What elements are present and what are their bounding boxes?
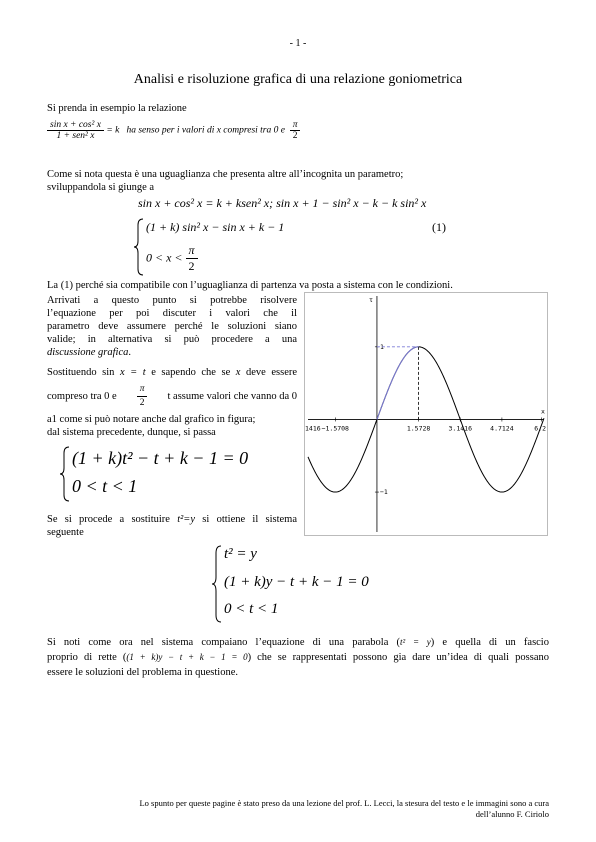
y-axis-label: τ	[368, 296, 373, 304]
relation-pi-fraction	[290, 120, 301, 141]
relation-fraction	[47, 120, 104, 141]
x-tick-label: 4.7124	[490, 424, 514, 433]
paragraph-4	[47, 366, 297, 439]
paragraph-1-line-1: Come si nota questa è una uguaglianza che presenta altre all’incognita un parametro;	[47, 169, 404, 180]
p4-d: x	[235, 367, 241, 378]
paragraph-4-line-4: dal sistema precedente, dunque, si passa	[47, 427, 216, 438]
system-1-eq-2-left: 0 < x <	[146, 250, 183, 265]
paragraph-5-line-1	[47, 513, 297, 526]
paragraph-5	[47, 513, 297, 539]
x-tick-label: 3.1416	[448, 424, 472, 433]
relation-rhs: = k	[106, 125, 120, 136]
p6-l2b: (1 + k)y − t + k − 1 = 0	[126, 652, 248, 662]
footer-line-2: dell’alunno F. Ciriolo	[475, 809, 549, 819]
x-tick-label: 1416	[305, 424, 321, 433]
page-title: Analisi e risoluzione grafica di una relazione goniometrica	[133, 72, 463, 87]
paragraph-3-line-3: parametro deve assumere perché le soluzioni siano	[47, 321, 297, 332]
p4-g: t assume valori che vanno da 0	[167, 391, 297, 402]
system-2-brace	[60, 445, 70, 503]
paragraph-3-line-1: Arrivati a questo punto si potrebbe risolvere	[47, 295, 297, 306]
page-number: - 1 -	[289, 38, 307, 49]
sine-graph	[304, 292, 548, 536]
system-1-pi-fraction	[186, 243, 198, 274]
paragraph-1	[47, 168, 549, 194]
x-axis-label: x	[541, 407, 545, 416]
p6-l1c: ) e quella di un fascio	[430, 637, 549, 648]
pi-denominator: 2	[188, 259, 195, 273]
paragraph-4-line-2	[47, 383, 297, 410]
relation-numerator: sin x + cos² x	[47, 120, 104, 131]
graph-frame	[305, 293, 548, 536]
system-3-brace	[212, 544, 222, 624]
system-1-eq-2	[146, 243, 198, 274]
footer	[47, 798, 549, 820]
p6-l2a: proprio di rette (	[47, 652, 127, 663]
x-tick-label: −1.5708	[321, 424, 349, 433]
system-2-eq-2: 0 < t < 1	[72, 476, 138, 496]
system-2	[60, 445, 300, 503]
p4-f: compreso tra 0 e	[47, 391, 117, 402]
p4-c: e sapendo che se	[151, 367, 231, 378]
x-tick-label: 6.2	[534, 424, 546, 433]
relation-formula	[47, 120, 300, 141]
p4-e: deve essere	[246, 367, 298, 378]
relation-note: ha senso per i valori di x compresi tra 0 e	[126, 125, 285, 136]
p6-l1b: t² = y	[400, 637, 431, 647]
paragraph-3-end: .	[128, 347, 131, 358]
p4-a: Sostituendo sin	[47, 367, 115, 378]
y-tick-label: 1	[379, 342, 384, 351]
y-tick-label: −1	[379, 488, 388, 497]
system-1-eq-1: (1 + k) sin² x − sin x + k − 1	[146, 220, 285, 234]
system-3-eq-1: t² = y	[224, 546, 257, 562]
pi-numerator: π	[137, 383, 148, 397]
pi-denominator: 2	[139, 398, 145, 408]
paragraph-5-line-2: seguente	[47, 527, 84, 538]
p6-l2c: ) che se rappresentati possono gia dare un’idea di quali possano	[247, 652, 549, 663]
paragraph-4-line-3: a1 come si può notare anche dal grafico in figura;	[47, 414, 256, 425]
paragraph-6	[47, 635, 549, 680]
p5-b: t²=y	[177, 514, 196, 525]
p5-c: si ottiene il sistema	[202, 514, 297, 525]
paragraph-6-line-3: essere le soluzioni del problema in questione.	[47, 667, 238, 678]
paragraph-3-line-2: l’equazione per poi discuter i valori che il	[47, 308, 297, 319]
footer-line-1: Lo spunto per queste pagine è stato preso da una lezione del prof. L. Lecci, la stesura del testo e le immagini sono a cura	[139, 798, 549, 808]
x-tick-label: 1.5728	[406, 424, 431, 433]
paragraph-1-line-2: sviluppandola si giunge a	[47, 182, 155, 193]
intro-text: Si prenda in esempio la relazione	[47, 103, 187, 114]
system-3-eq-2: (1 + k)y − t + k − 1 = 0	[224, 574, 369, 590]
paragraph-3	[47, 294, 297, 359]
pi-numerator: π	[186, 243, 198, 259]
development-equation: sin x + cos² x = k + ksen² x; sin x + 1 − sin² x − k − k sin² x	[138, 196, 427, 210]
paragraph-3-line-4: valide; in alternativa si può procedere a una	[47, 334, 297, 345]
system-1	[134, 217, 464, 277]
system-3-eq-3: 0 < t < 1	[224, 601, 279, 617]
paragraph-4-line-1	[47, 366, 297, 379]
p4-b: x = t	[119, 367, 146, 378]
pi-numerator: π	[290, 120, 301, 131]
relation-denominator: 1 + sen² x	[56, 131, 95, 141]
paragraph-3-emphasis: discussione grafica	[47, 347, 129, 358]
pi-denominator: 2	[292, 131, 298, 141]
paragraph-6-line-1	[47, 635, 549, 650]
p5-a: Se si procede a sostituire	[47, 514, 170, 525]
paragraph-6-line-2	[47, 650, 549, 665]
paragraph-2: La (1) perché sia compatibile con l’uguaglianza di partenza va posta a sistema con le condizioni.	[47, 280, 453, 291]
system-1-brace	[134, 217, 144, 277]
p6-l1a: Si noti come ora nel sistema compaiano l’equazione di una parabola (	[47, 637, 400, 648]
p4-pi-fraction	[137, 383, 148, 410]
system-3	[212, 544, 412, 624]
system-1-label: (1)	[432, 220, 446, 234]
system-2-eq-1: (1 + k)t² − t + k − 1 = 0	[72, 448, 249, 468]
